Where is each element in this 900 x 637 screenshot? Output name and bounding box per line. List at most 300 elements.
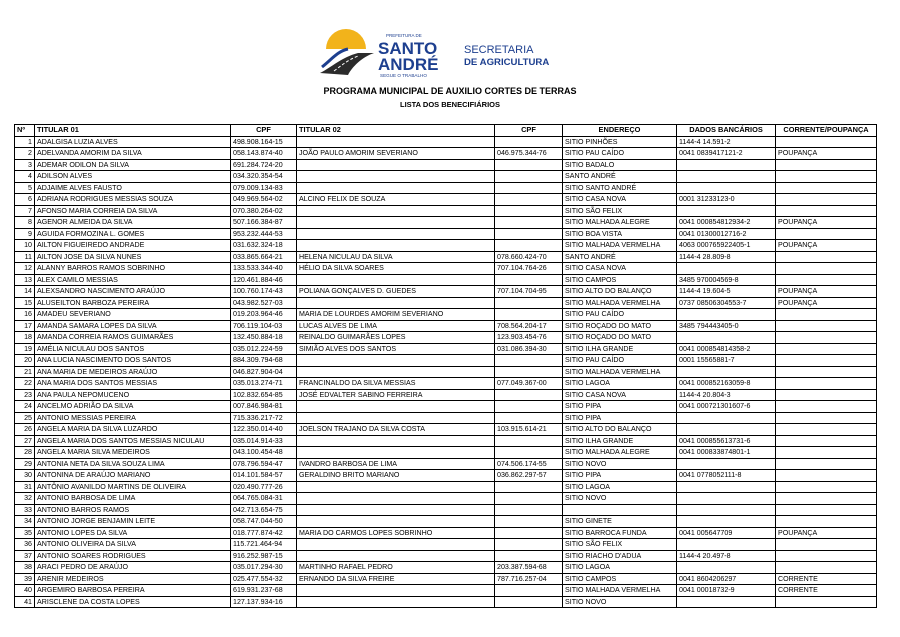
col-cpf-1: CPF bbox=[231, 125, 297, 137]
corrente-poupanca-cell: CORRENTE bbox=[776, 573, 877, 585]
corrente-poupanca-cell bbox=[776, 516, 877, 528]
dados-bancarios-cell: 1144-4 14.591-2 bbox=[677, 136, 776, 148]
dados-bancarios-cell bbox=[677, 412, 776, 424]
dados-bancarios-cell bbox=[677, 159, 776, 171]
cpf-1-cell: 102.832.654-85 bbox=[231, 389, 297, 401]
row-number-cell: 8 bbox=[15, 217, 35, 229]
titular-02-cell bbox=[297, 240, 495, 252]
dados-bancarios-cell: 3485 794443405-0 bbox=[677, 320, 776, 332]
titular-01-cell: ANA MARIA DE MEDEIROS ARAÚJO bbox=[35, 366, 231, 378]
dados-bancarios-cell: 0041 000721301607-6 bbox=[677, 401, 776, 413]
endereco-cell: SITIO CASA NOVA bbox=[563, 263, 677, 275]
endereco-cell: SITIO CASA NOVA bbox=[563, 389, 677, 401]
cpf-2-cell: 787.716.257-04 bbox=[495, 573, 563, 585]
row-number-cell: 30 bbox=[15, 470, 35, 482]
endereco-cell: SITIO NOVO bbox=[563, 493, 677, 505]
titular-02-cell: MARTINHO RAFAEL PEDRO bbox=[297, 562, 495, 574]
cpf-2-cell bbox=[495, 194, 563, 206]
titular-01-cell: ARISCLENE DA COSTA LOPES bbox=[35, 596, 231, 608]
row-number-cell: 18 bbox=[15, 332, 35, 344]
titular-01-cell: ARENIR MEDEIROS bbox=[35, 573, 231, 585]
endereco-cell: SITIO BARROCA FUNDA bbox=[563, 527, 677, 539]
titular-01-cell: ANGELA MARIA DA SILVA LUZARDO bbox=[35, 424, 231, 436]
endereco-cell: SITIO PAU CAÍDO bbox=[563, 309, 677, 321]
endereco-cell: SITIO PIPA bbox=[563, 412, 677, 424]
corrente-poupanca-cell bbox=[776, 447, 877, 459]
row-number-cell: 2 bbox=[15, 148, 35, 160]
titular-01-cell: ADJAIME ALVES FAUSTO bbox=[35, 182, 231, 194]
titular-01-cell: ANTONIA NETA DA SILVA SOUZA LIMA bbox=[35, 458, 231, 470]
dados-bancarios-cell: 0041 000855613731-6 bbox=[677, 435, 776, 447]
dados-bancarios-cell: 0041 0778052111-8 bbox=[677, 470, 776, 482]
table-row bbox=[15, 217, 877, 229]
row-number-cell: 6 bbox=[15, 194, 35, 206]
row-number-cell: 9 bbox=[15, 228, 35, 240]
titular-01-cell: ARGEMIRO BARBOSA PEREIRA bbox=[35, 585, 231, 597]
row-number-cell: 13 bbox=[15, 274, 35, 286]
titular-02-cell: LUCAS ALVES DE LIMA bbox=[297, 320, 495, 332]
titular-02-cell bbox=[297, 297, 495, 309]
table-row bbox=[15, 228, 877, 240]
table-row bbox=[15, 493, 877, 505]
table-row bbox=[15, 366, 877, 378]
cpf-2-cell bbox=[495, 539, 563, 551]
row-number-cell: 27 bbox=[15, 435, 35, 447]
titular-01-cell: ADEMAR ODILON DA SILVA bbox=[35, 159, 231, 171]
cpf-1-cell: 035.014.914-33 bbox=[231, 435, 297, 447]
dados-bancarios-cell: 0041 000854814358-2 bbox=[677, 343, 776, 355]
dados-bancarios-cell bbox=[677, 332, 776, 344]
svg-text:SEGUE O TRABALHO: SEGUE O TRABALHO bbox=[380, 73, 427, 78]
cpf-1-cell: 691.284.724-20 bbox=[231, 159, 297, 171]
table-row bbox=[15, 527, 877, 539]
titular-01-cell: ANTONINA DE ARAÚJO MARIANO bbox=[35, 470, 231, 482]
endereco-cell: SITIO ALTO DO BALANÇO bbox=[563, 424, 677, 436]
cpf-2-cell: 077.049.367-00 bbox=[495, 378, 563, 390]
table-row bbox=[15, 309, 877, 321]
dados-bancarios-cell bbox=[677, 171, 776, 183]
cpf-2-cell bbox=[495, 401, 563, 413]
dados-bancarios-cell: 0041 000852163059-8 bbox=[677, 378, 776, 390]
table-row bbox=[15, 435, 877, 447]
titular-01-cell: ALEX CAMILO MESSIAS bbox=[35, 274, 231, 286]
dados-bancarios-cell bbox=[677, 493, 776, 505]
table-row bbox=[15, 148, 877, 160]
row-number-cell: 14 bbox=[15, 286, 35, 298]
titular-01-cell: AMANDA SAMARA LOPES DA SILVA bbox=[35, 320, 231, 332]
endereco-cell: SITIO ROÇADO DO MATO bbox=[563, 320, 677, 332]
cpf-1-cell: 034.320.354-54 bbox=[231, 171, 297, 183]
table-row bbox=[15, 274, 877, 286]
row-number-cell: 11 bbox=[15, 251, 35, 263]
titular-01-cell: ANCELMO ADRIÃO DA SILVA bbox=[35, 401, 231, 413]
cpf-2-cell bbox=[495, 527, 563, 539]
titular-01-cell: ADALGISA LUZIA ALVES bbox=[35, 136, 231, 148]
table-row bbox=[15, 424, 877, 436]
endereco-cell: SITIO NOVO bbox=[563, 458, 677, 470]
corrente-poupanca-cell bbox=[776, 458, 877, 470]
row-number-cell: 40 bbox=[15, 585, 35, 597]
corrente-poupanca-cell bbox=[776, 228, 877, 240]
cpf-1-cell: 007.846.984-81 bbox=[231, 401, 297, 413]
col-cpf-2: CPF bbox=[495, 125, 563, 137]
corrente-poupanca-cell bbox=[776, 136, 877, 148]
cpf-1-cell: 014.101.584-57 bbox=[231, 470, 297, 482]
cpf-2-cell bbox=[495, 366, 563, 378]
titular-01-cell: ANTONIO LOPES DA SILVA bbox=[35, 527, 231, 539]
svg-text:PREFEITURA DE: PREFEITURA DE bbox=[386, 33, 422, 38]
dados-bancarios-cell: 0041 00018732-9 bbox=[677, 585, 776, 597]
titular-02-cell bbox=[297, 435, 495, 447]
endereco-cell: SITIO PAU CAÍDO bbox=[563, 355, 677, 367]
endereco-cell: SITIO ROÇADO DO MATO bbox=[563, 332, 677, 344]
titular-02-cell: POLIANA GONÇALVES D. GUEDES bbox=[297, 286, 495, 298]
col-number: Nº bbox=[15, 125, 35, 137]
titular-02-cell: ALCINO FELIX DE SOUZA bbox=[297, 194, 495, 206]
titular-02-cell: REINALDO GUIMARÃES LOPES bbox=[297, 332, 495, 344]
table-row bbox=[15, 504, 877, 516]
titular-01-cell: AILTON FIGUEIREDO ANDRADE bbox=[35, 240, 231, 252]
corrente-poupanca-cell bbox=[776, 366, 877, 378]
svg-text:DE AGRICULTURA: DE AGRICULTURA bbox=[464, 57, 550, 68]
corrente-poupanca-cell: POUPANÇA bbox=[776, 217, 877, 229]
dados-bancarios-cell: 3485 970004569-8 bbox=[677, 274, 776, 286]
corrente-poupanca-cell bbox=[776, 378, 877, 390]
cpf-2-cell bbox=[495, 159, 563, 171]
corrente-poupanca-cell bbox=[776, 274, 877, 286]
row-number-cell: 19 bbox=[15, 343, 35, 355]
sun-icon bbox=[326, 27, 366, 49]
corrente-poupanca-cell bbox=[776, 550, 877, 562]
endereco-cell: SITIO GINETE bbox=[563, 516, 677, 528]
titular-01-cell: ADELVANDA AMORIM DA SILVA bbox=[35, 148, 231, 160]
dados-bancarios-cell bbox=[677, 263, 776, 275]
table-row bbox=[15, 562, 877, 574]
dados-bancarios-cell: 0041 01300012716-2 bbox=[677, 228, 776, 240]
titular-02-cell bbox=[297, 217, 495, 229]
row-number-cell: 33 bbox=[15, 504, 35, 516]
endereco-cell: SITIO MALHADA ALEGRE bbox=[563, 447, 677, 459]
table-header-row bbox=[15, 125, 877, 137]
table-row bbox=[15, 320, 877, 332]
dados-bancarios-cell bbox=[677, 205, 776, 217]
row-number-cell: 4 bbox=[15, 171, 35, 183]
cpf-1-cell: 019.203.964-46 bbox=[231, 309, 297, 321]
dados-bancarios-cell bbox=[677, 309, 776, 321]
cpf-2-cell bbox=[495, 240, 563, 252]
dados-bancarios-cell: 0041 8604206297 bbox=[677, 573, 776, 585]
titular-01-cell: ANA LUCIA NASCIMENTO DOS SANTOS bbox=[35, 355, 231, 367]
table-row bbox=[15, 516, 877, 528]
cpf-2-cell bbox=[495, 182, 563, 194]
corrente-poupanca-cell bbox=[776, 194, 877, 206]
dados-bancarios-cell: 0041 0839417121-2 bbox=[677, 148, 776, 160]
cpf-1-cell: 498.908.164-15 bbox=[231, 136, 297, 148]
cpf-2-cell bbox=[495, 435, 563, 447]
titular-01-cell: ALUSEILTON BARBOZA PEREIRA bbox=[35, 297, 231, 309]
row-number-cell: 5 bbox=[15, 182, 35, 194]
table-row bbox=[15, 182, 877, 194]
cpf-2-cell bbox=[495, 504, 563, 516]
titular-02-cell: HÉLIO DA SILVA SOARES bbox=[297, 263, 495, 275]
dados-bancarios-cell: 0041 000833874801-1 bbox=[677, 447, 776, 459]
cpf-1-cell: 100.760.174-43 bbox=[231, 286, 297, 298]
titular-01-cell: ADILSON ALVES bbox=[35, 171, 231, 183]
cpf-1-cell: 133.533.344-40 bbox=[231, 263, 297, 275]
titular-02-cell: JOÃO PAULO AMORIM SEVERIANO bbox=[297, 148, 495, 160]
corrente-poupanca-cell bbox=[776, 401, 877, 413]
table-row bbox=[15, 240, 877, 252]
col-dados-bancarios: DADOS BANCÁRIOS bbox=[677, 125, 776, 137]
row-number-cell: 21 bbox=[15, 366, 35, 378]
cpf-2-cell bbox=[495, 309, 563, 321]
corrente-poupanca-cell bbox=[776, 539, 877, 551]
table-row bbox=[15, 194, 877, 206]
cpf-2-cell bbox=[495, 481, 563, 493]
dados-bancarios-cell bbox=[677, 366, 776, 378]
cpf-1-cell: 043.100.454-48 bbox=[231, 447, 297, 459]
titular-02-cell bbox=[297, 205, 495, 217]
corrente-poupanca-cell bbox=[776, 412, 877, 424]
cpf-2-cell: 078.660.424-70 bbox=[495, 251, 563, 263]
titular-02-cell bbox=[297, 504, 495, 516]
titular-02-cell bbox=[297, 550, 495, 562]
table-row bbox=[15, 481, 877, 493]
col-titular-02: TITULAR 02 bbox=[297, 125, 495, 137]
titular-01-cell: ANTÔNIO AVANILDO MARTINS DE OLIVEIRA bbox=[35, 481, 231, 493]
endereco-cell: SITIO CAMPOS bbox=[563, 573, 677, 585]
row-number-cell: 17 bbox=[15, 320, 35, 332]
endereco-cell: SITIO PAU CAÍDO bbox=[563, 148, 677, 160]
titular-02-cell bbox=[297, 539, 495, 551]
titular-01-cell: AFONSO MARIA CORREIA DA SILVA bbox=[35, 205, 231, 217]
table-row bbox=[15, 263, 877, 275]
cpf-1-cell: 035.017.294-30 bbox=[231, 562, 297, 574]
row-number-cell: 29 bbox=[15, 458, 35, 470]
svg-text:ANDRÉ: ANDRÉ bbox=[378, 55, 439, 74]
road-icon bbox=[320, 53, 374, 75]
dados-bancarios-cell: 0041 005647709 bbox=[677, 527, 776, 539]
cpf-2-cell bbox=[495, 550, 563, 562]
titular-02-cell: MARIA DO CARMOS LOPES SOBRINHO bbox=[297, 527, 495, 539]
cpf-1-cell: 953.232.444-53 bbox=[231, 228, 297, 240]
endereco-cell: SITIO MALHADA VERMELHA bbox=[563, 585, 677, 597]
row-number-cell: 24 bbox=[15, 401, 35, 413]
titular-01-cell: AMÉLIA NICULAU DOS SANTOS bbox=[35, 343, 231, 355]
cpf-1-cell: 064.765.084-31 bbox=[231, 493, 297, 505]
corrente-poupanca-cell bbox=[776, 562, 877, 574]
endereco-cell: SITIO BOA VISTA bbox=[563, 228, 677, 240]
cpf-1-cell: 043.982.527-03 bbox=[231, 297, 297, 309]
corrente-poupanca-cell bbox=[776, 263, 877, 275]
dados-bancarios-cell bbox=[677, 481, 776, 493]
cpf-2-cell bbox=[495, 228, 563, 240]
table-row bbox=[15, 297, 877, 309]
endereco-cell: SITIO LAGOA bbox=[563, 378, 677, 390]
cpf-2-cell: 036.862.297-57 bbox=[495, 470, 563, 482]
titular-02-cell bbox=[297, 481, 495, 493]
table-row bbox=[15, 343, 877, 355]
endereco-cell: SITIO MALHADA VERMELHA bbox=[563, 366, 677, 378]
table-row bbox=[15, 585, 877, 597]
table-body bbox=[15, 136, 877, 608]
document-title: PROGRAMA MUNICIPAL DE AUXILIO CORTES DE TERRAS bbox=[323, 86, 577, 96]
corrente-poupanca-cell bbox=[776, 309, 877, 321]
corrente-poupanca-cell bbox=[776, 435, 877, 447]
cpf-2-cell bbox=[495, 389, 563, 401]
table-row bbox=[15, 332, 877, 344]
cpf-2-cell: 203.387.594-68 bbox=[495, 562, 563, 574]
corrente-poupanca-cell bbox=[776, 424, 877, 436]
titular-02-cell: GERALDINO BRITO MARIANO bbox=[297, 470, 495, 482]
table-row bbox=[15, 539, 877, 551]
endereco-cell: SITIO LAGOA bbox=[563, 562, 677, 574]
titular-02-cell bbox=[297, 585, 495, 597]
col-endereco: ENDEREÇO bbox=[563, 125, 677, 137]
endereco-cell: SITIO SÃO FELIX bbox=[563, 205, 677, 217]
titular-01-cell: ANA MARIA DOS SANTOS MESSIAS bbox=[35, 378, 231, 390]
titular-02-cell bbox=[297, 274, 495, 286]
table-row bbox=[15, 412, 877, 424]
cpf-2-cell: 123.903.454-76 bbox=[495, 332, 563, 344]
cpf-2-cell: 074.506.174-55 bbox=[495, 458, 563, 470]
row-number-cell: 10 bbox=[15, 240, 35, 252]
svg-text:SANTO: SANTO bbox=[378, 39, 438, 58]
endereco-cell: SITIO LAGOA bbox=[563, 481, 677, 493]
row-number-cell: 38 bbox=[15, 562, 35, 574]
dados-bancarios-cell: 0041 000854812934-2 bbox=[677, 217, 776, 229]
dados-bancarios-cell: 1144-4 19.604-5 bbox=[677, 286, 776, 298]
cpf-1-cell: 115.721.464-94 bbox=[231, 539, 297, 551]
corrente-poupanca-cell bbox=[776, 343, 877, 355]
cpf-1-cell: 035.013.274-71 bbox=[231, 378, 297, 390]
titular-02-cell bbox=[297, 228, 495, 240]
table-row bbox=[15, 550, 877, 562]
cpf-2-cell bbox=[495, 355, 563, 367]
dados-bancarios-cell: 0001 15565881-7 bbox=[677, 355, 776, 367]
titular-01-cell: ANA PAULA NEPOMUCENO bbox=[35, 389, 231, 401]
corrente-poupanca-cell bbox=[776, 332, 877, 344]
cpf-1-cell: 018.777.874-42 bbox=[231, 527, 297, 539]
row-number-cell: 23 bbox=[15, 389, 35, 401]
table-row bbox=[15, 355, 877, 367]
titular-02-cell: SIMIÃO ALVES DOS SANTOS bbox=[297, 343, 495, 355]
cpf-2-cell bbox=[495, 217, 563, 229]
titular-01-cell: ADRIANA RODRIGUES MESSIAS SOUZA bbox=[35, 194, 231, 206]
endereco-cell: SANTO ANDRÉ bbox=[563, 251, 677, 263]
dados-bancarios-cell bbox=[677, 596, 776, 608]
row-number-cell: 39 bbox=[15, 573, 35, 585]
dados-bancarios-cell: 1144-4 20.804-3 bbox=[677, 389, 776, 401]
cpf-1-cell: 120.461.884-46 bbox=[231, 274, 297, 286]
corrente-poupanca-cell bbox=[776, 251, 877, 263]
dados-bancarios-cell bbox=[677, 504, 776, 516]
cpf-1-cell: 042.713.654-75 bbox=[231, 504, 297, 516]
titular-01-cell: ANTONIO BARROS RAMOS bbox=[35, 504, 231, 516]
cpf-1-cell: 078.796.594-47 bbox=[231, 458, 297, 470]
endereco-cell: SITIO ILHA GRANDE bbox=[563, 435, 677, 447]
table-row bbox=[15, 159, 877, 171]
table-row bbox=[15, 171, 877, 183]
row-number-cell: 26 bbox=[15, 424, 35, 436]
corrente-poupanca-cell bbox=[776, 205, 877, 217]
row-number-cell: 7 bbox=[15, 205, 35, 217]
cpf-1-cell: 884.309.794-68 bbox=[231, 355, 297, 367]
corrente-poupanca-cell bbox=[776, 481, 877, 493]
titular-01-cell: AGENOR ALMEIDA DA SILVA bbox=[35, 217, 231, 229]
corrente-poupanca-cell bbox=[776, 504, 877, 516]
row-number-cell: 20 bbox=[15, 355, 35, 367]
table-row bbox=[15, 378, 877, 390]
cpf-2-cell bbox=[495, 516, 563, 528]
titular-01-cell: ALANNY BARROS RAMOS SOBRINHO bbox=[35, 263, 231, 275]
row-number-cell: 25 bbox=[15, 412, 35, 424]
titular-02-cell bbox=[297, 447, 495, 459]
table-row bbox=[15, 596, 877, 608]
table-row bbox=[15, 251, 877, 263]
titular-01-cell: ARACI PEDRO DE ARAÚJO bbox=[35, 562, 231, 574]
titular-02-cell bbox=[297, 493, 495, 505]
cpf-2-cell bbox=[495, 171, 563, 183]
table-row bbox=[15, 389, 877, 401]
endereco-cell: SITIO ILHA GRANDE bbox=[563, 343, 677, 355]
titular-01-cell: AMADEU SEVERIANO bbox=[35, 309, 231, 321]
titular-02-cell bbox=[297, 401, 495, 413]
titular-02-cell: JOSÉ EDVALTER SABINO FERREIRA bbox=[297, 389, 495, 401]
row-number-cell: 31 bbox=[15, 481, 35, 493]
cpf-1-cell: 132.450.884-18 bbox=[231, 332, 297, 344]
cpf-1-cell: 715.336.217-72 bbox=[231, 412, 297, 424]
prefeitura-santo-andre-logo bbox=[318, 27, 568, 79]
dados-bancarios-cell bbox=[677, 539, 776, 551]
cpf-1-cell: 058.747.044-50 bbox=[231, 516, 297, 528]
titular-01-cell: ANTONIO BARBOSA DE LIMA bbox=[35, 493, 231, 505]
cpf-1-cell: 035.012.224-59 bbox=[231, 343, 297, 355]
endereco-cell: SITIO CAMPOS bbox=[563, 274, 677, 286]
cpf-2-cell: 046.975.344-76 bbox=[495, 148, 563, 160]
row-number-cell: 1 bbox=[15, 136, 35, 148]
titular-01-cell: ANTONIO JORGE BENJAMIN LEITE bbox=[35, 516, 231, 528]
cpf-1-cell: 619.931.237-68 bbox=[231, 585, 297, 597]
dados-bancarios-cell: 0737 08506304553-7 bbox=[677, 297, 776, 309]
corrente-poupanca-cell: POUPANÇA bbox=[776, 148, 877, 160]
corrente-poupanca-cell: POUPANÇA bbox=[776, 286, 877, 298]
titular-02-cell bbox=[297, 136, 495, 148]
dados-bancarios-cell: 1144-4 28.809-8 bbox=[677, 251, 776, 263]
row-number-cell: 3 bbox=[15, 159, 35, 171]
corrente-poupanca-cell bbox=[776, 320, 877, 332]
endereco-cell: SITIO MALHADA VERMELHA bbox=[563, 297, 677, 309]
table-row bbox=[15, 458, 877, 470]
endereco-cell: SANTO ANDRÉ bbox=[563, 171, 677, 183]
cpf-1-cell: 706.119.104-03 bbox=[231, 320, 297, 332]
endereco-cell: SITIO SÃO FELIX bbox=[563, 539, 677, 551]
corrente-poupanca-cell bbox=[776, 355, 877, 367]
cpf-1-cell: 058.143.874-40 bbox=[231, 148, 297, 160]
endereco-cell: SITIO SANTO ANDRÉ bbox=[563, 182, 677, 194]
row-number-cell: 12 bbox=[15, 263, 35, 275]
titular-02-cell: JOELSON TRAJANO DA SILVA COSTA bbox=[297, 424, 495, 436]
cpf-2-cell: 708.564.204-17 bbox=[495, 320, 563, 332]
table-row bbox=[15, 447, 877, 459]
corrente-poupanca-cell bbox=[776, 171, 877, 183]
dados-bancarios-cell: 4063 000765922405-1 bbox=[677, 240, 776, 252]
titular-01-cell: ANGELA MARIA SILVA MEDEIROS bbox=[35, 447, 231, 459]
titular-02-cell bbox=[297, 159, 495, 171]
cpf-1-cell: 079.009.134-83 bbox=[231, 182, 297, 194]
corrente-poupanca-cell bbox=[776, 493, 877, 505]
dados-bancarios-cell: 0001 31233123-0 bbox=[677, 194, 776, 206]
